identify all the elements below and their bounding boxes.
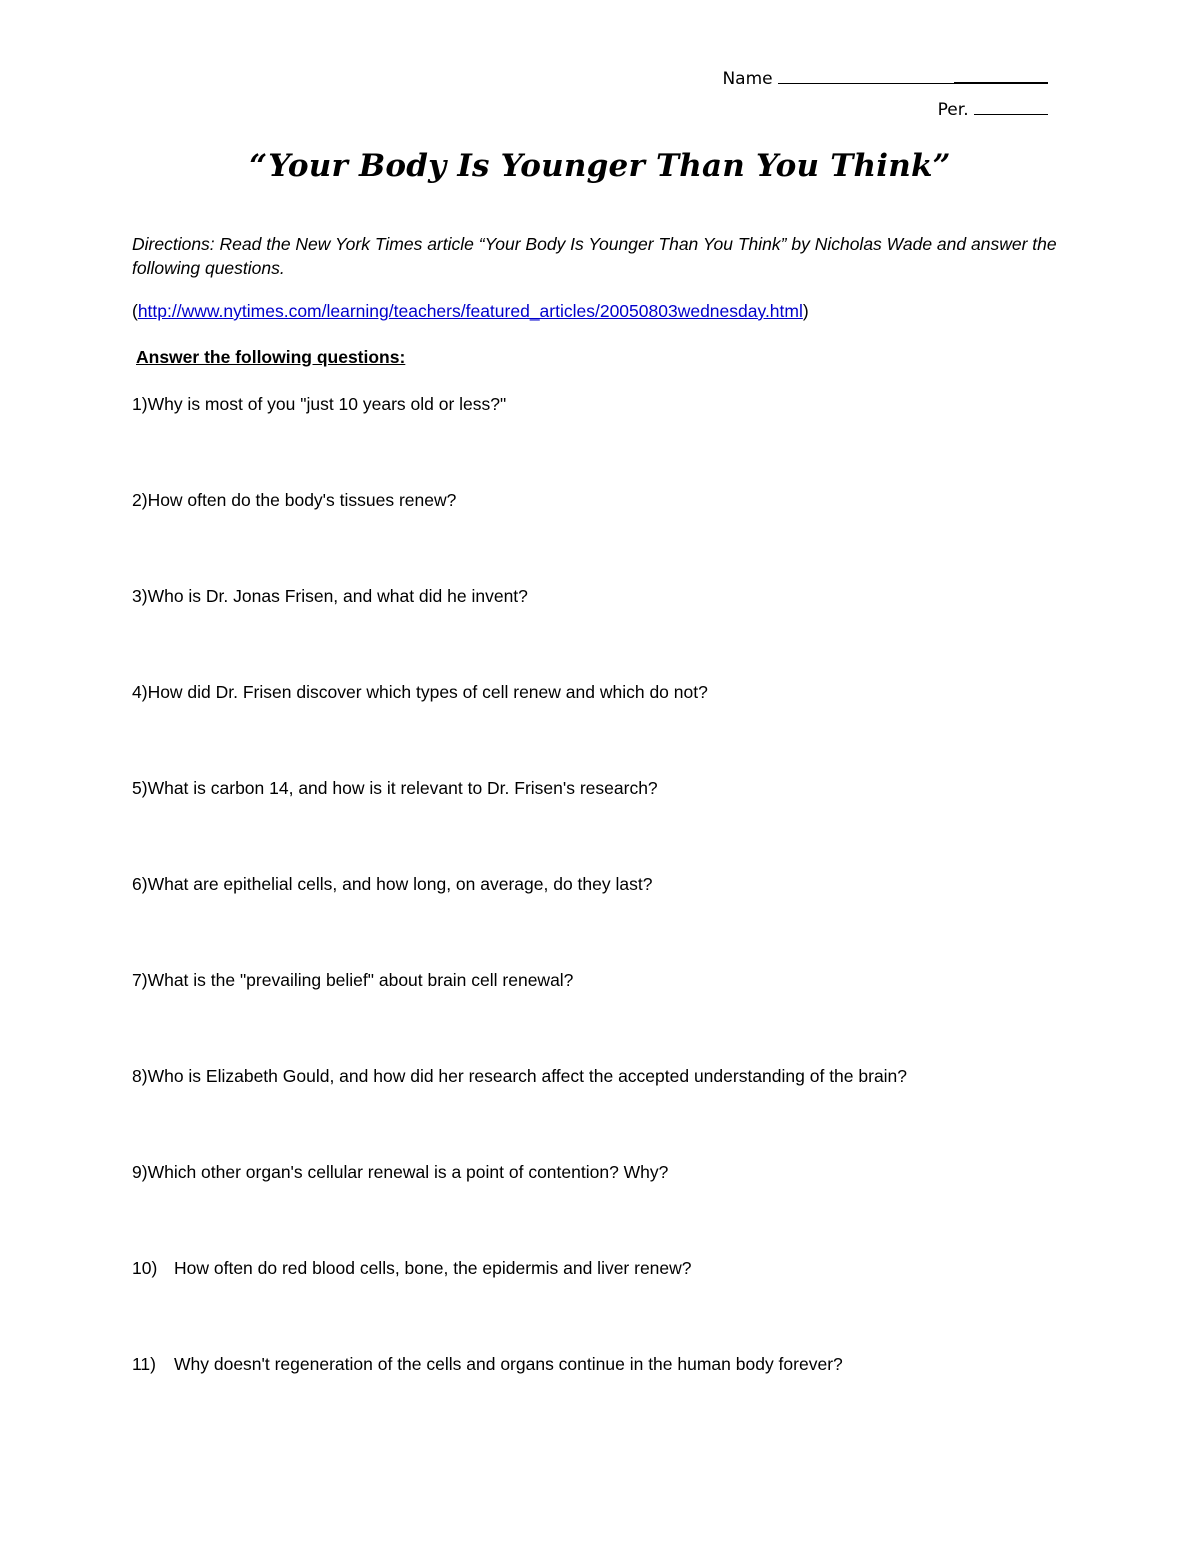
question-text: Who is Dr. Jonas Frisen, and what did he invent? xyxy=(147,586,528,606)
close-paren: ) xyxy=(802,301,809,321)
question-4 xyxy=(132,682,708,703)
question-number: 2) xyxy=(132,490,148,510)
name-blank-extension[interactable] xyxy=(954,66,1048,84)
question-number: 10) xyxy=(132,1258,158,1278)
question-2 xyxy=(132,490,456,511)
question-number: 9) xyxy=(132,1162,148,1182)
period-blank[interactable] xyxy=(974,98,1048,115)
question-text: How often do red blood cells, bone, the epidermis and liver renew? xyxy=(174,1258,692,1278)
question-1 xyxy=(132,394,506,415)
answer-heading: Answer the following questions: xyxy=(136,347,406,367)
question-number: 7) xyxy=(132,970,148,990)
article-link[interactable]: http://www.nytimes.com/learning/teachers/featured_articles/20050803wednesday.html xyxy=(137,301,803,321)
question-text: Who is Elizabeth Gould, and how did her research affect the accepted understanding of the brain? xyxy=(147,1066,908,1086)
question-text: How often do the body's tissues renew? xyxy=(147,490,457,510)
question-9 xyxy=(132,1162,668,1183)
question-text: Why is most of you "just 10 years old or less?" xyxy=(147,394,507,414)
open-paren: ( xyxy=(132,301,138,321)
period-field xyxy=(938,98,1048,120)
page-title: “Your Body Is Younger Than You Think” xyxy=(249,148,951,184)
name-label: Name xyxy=(722,69,773,89)
period-label: Per. xyxy=(937,100,969,120)
question-number: 5) xyxy=(132,778,148,798)
question-text: Which other organ's cellular renewal is a point of contention? Why? xyxy=(147,1162,669,1182)
question-text: What is carbon 14, and how is it relevant to Dr. Frisen's research? xyxy=(147,778,658,798)
name-field xyxy=(722,66,1048,89)
question-number: 3) xyxy=(132,586,148,606)
question-number: 8) xyxy=(132,1066,148,1086)
question-5 xyxy=(132,778,658,799)
question-10 xyxy=(132,1258,692,1279)
article-link-line xyxy=(132,301,809,322)
directions-text: Directions: Read the New York Times article “Your Body Is Younger Than You Think” by Nicholas Wade and answer the following questions. xyxy=(132,234,1057,278)
question-8 xyxy=(132,1066,907,1087)
question-number: 4) xyxy=(132,682,148,702)
question-number: 11) xyxy=(132,1354,156,1374)
question-6 xyxy=(132,874,652,895)
question-11 xyxy=(132,1354,843,1375)
question-text: How did Dr. Frisen discover which types of cell renew and which do not? xyxy=(147,682,708,702)
name-blank[interactable] xyxy=(778,67,954,84)
question-3 xyxy=(132,586,528,607)
question-text: What is the "prevailing belief" about brain cell renewal? xyxy=(147,970,574,990)
question-number: 1) xyxy=(132,394,148,414)
question-7 xyxy=(132,970,573,991)
question-text: What are epithelial cells, and how long, on average, do they last? xyxy=(147,874,653,894)
question-number: 6) xyxy=(132,874,148,894)
question-text: Why doesn't regeneration of the cells and organs continue in the human body forever? xyxy=(174,1354,843,1374)
